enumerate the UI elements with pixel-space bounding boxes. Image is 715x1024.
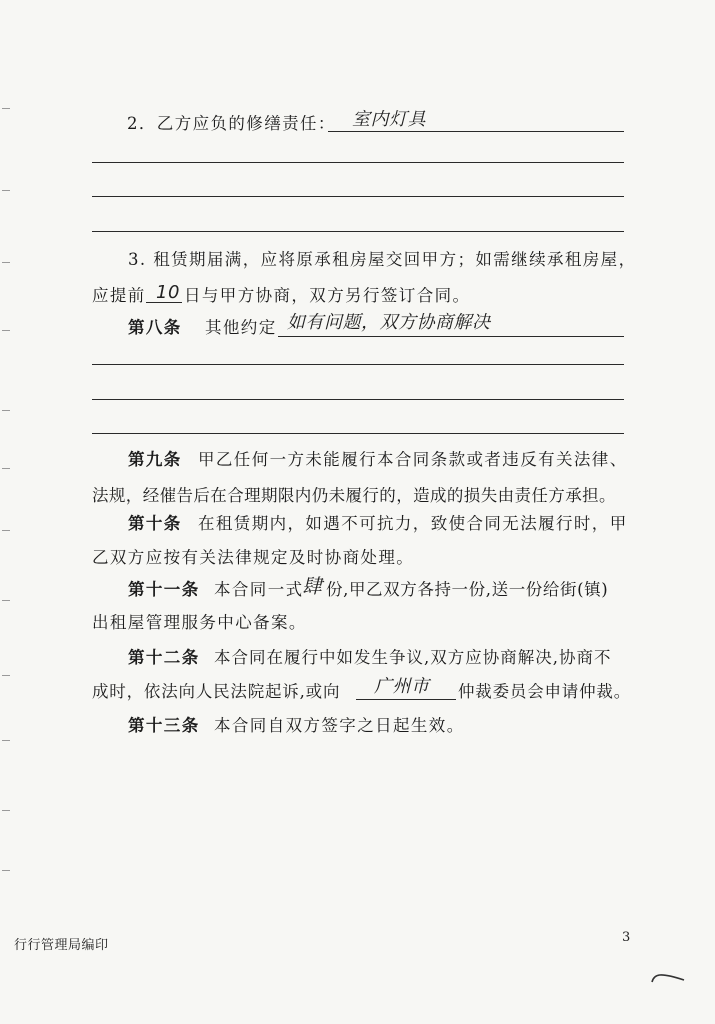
- repair-responsibility-label: 2．乙方应负的修缮责任：: [127, 114, 336, 133]
- page-number: 3: [622, 930, 631, 945]
- margin-mark: [2, 600, 10, 601]
- margin-mark: [2, 190, 10, 191]
- clause12-line1: 本合同在履行中如发生争议,双方应协商解决,协商不: [214, 648, 612, 667]
- clause10-line1: 在租赁期内，如遇不可抗力，致使合同无法履行时，甲: [198, 514, 628, 533]
- fill-line: [92, 162, 624, 163]
- lease-expiry-line2-suffix: 日与甲方协商，双方另行签订合同。: [184, 286, 471, 305]
- fill-line: [146, 302, 182, 303]
- fill-line: [278, 336, 624, 337]
- clause12-line2-suffix: 仲裁委员会申请仲裁。: [458, 682, 631, 701]
- fill-line: [92, 196, 624, 197]
- margin-mark: [2, 468, 10, 469]
- lease-expiry-line2-prefix: 应提前: [92, 286, 146, 305]
- margin-mark: [2, 330, 10, 331]
- arbitration-city-handwritten: 广州市: [374, 676, 430, 697]
- clause11-line1-suffix: 份,甲乙双方各持一份,送一份给街(镇): [326, 580, 609, 599]
- margin-mark: [2, 675, 10, 676]
- clause10-title: 第十条: [128, 514, 182, 533]
- clause9-line1: 甲乙任何一方未能履行本合同条款或者违反有关法律、: [198, 450, 628, 469]
- fill-line: [92, 364, 624, 365]
- margin-mark: [2, 810, 10, 811]
- margin-mark: [2, 740, 10, 741]
- lease-expiry-line1: 3. 租赁期届满，应将原承租房屋交回甲方；如需继续承租房屋，: [128, 250, 637, 269]
- clause11-title: 第十一条: [128, 580, 200, 599]
- margin-mark: [2, 530, 10, 531]
- clause12-title: 第十二条: [128, 648, 200, 667]
- pen-mark-icon: [648, 968, 688, 988]
- margin-mark: [2, 410, 10, 411]
- clause9-title: 第九条: [128, 450, 182, 469]
- publisher-footer: ⾏⾏管理局编印: [14, 938, 109, 953]
- fill-line: [328, 131, 624, 132]
- copies-handwritten: 肆: [302, 574, 323, 598]
- clause10-line2: 乙双方应按有关法律规定及时协商处理。: [92, 548, 415, 567]
- fill-line: [92, 231, 624, 232]
- clause11-line1-prefix: 本合同一式: [214, 580, 304, 599]
- clause8-title: 第八条: [128, 318, 182, 337]
- notice-days-handwritten: 10: [156, 282, 180, 303]
- fill-line: [92, 433, 624, 434]
- clause12-line2-prefix: 成时，依法向人民法院起诉,或向: [92, 682, 341, 701]
- clause13-title: 第十三条: [128, 716, 200, 735]
- margin-mark: [2, 870, 10, 871]
- margin-mark: [2, 108, 10, 109]
- fill-line: [356, 699, 456, 700]
- clause13-text: 本合同自双方签字之日起生效。: [214, 716, 465, 735]
- margin-mark: [2, 262, 10, 263]
- clause11-line2: 出租屋管理服务中心备案。: [92, 613, 307, 632]
- repair-responsibility-handwritten: 室内灯具: [352, 109, 426, 130]
- fill-line: [92, 399, 624, 400]
- clause8-handwritten: 如有问题，双方协商解决: [287, 312, 491, 333]
- clause9-line2: 法规，经催告后在合理期限内仍未履行的，造成的损失由责任方承担。: [92, 486, 616, 505]
- clause8-label: 其他约定: [205, 318, 277, 337]
